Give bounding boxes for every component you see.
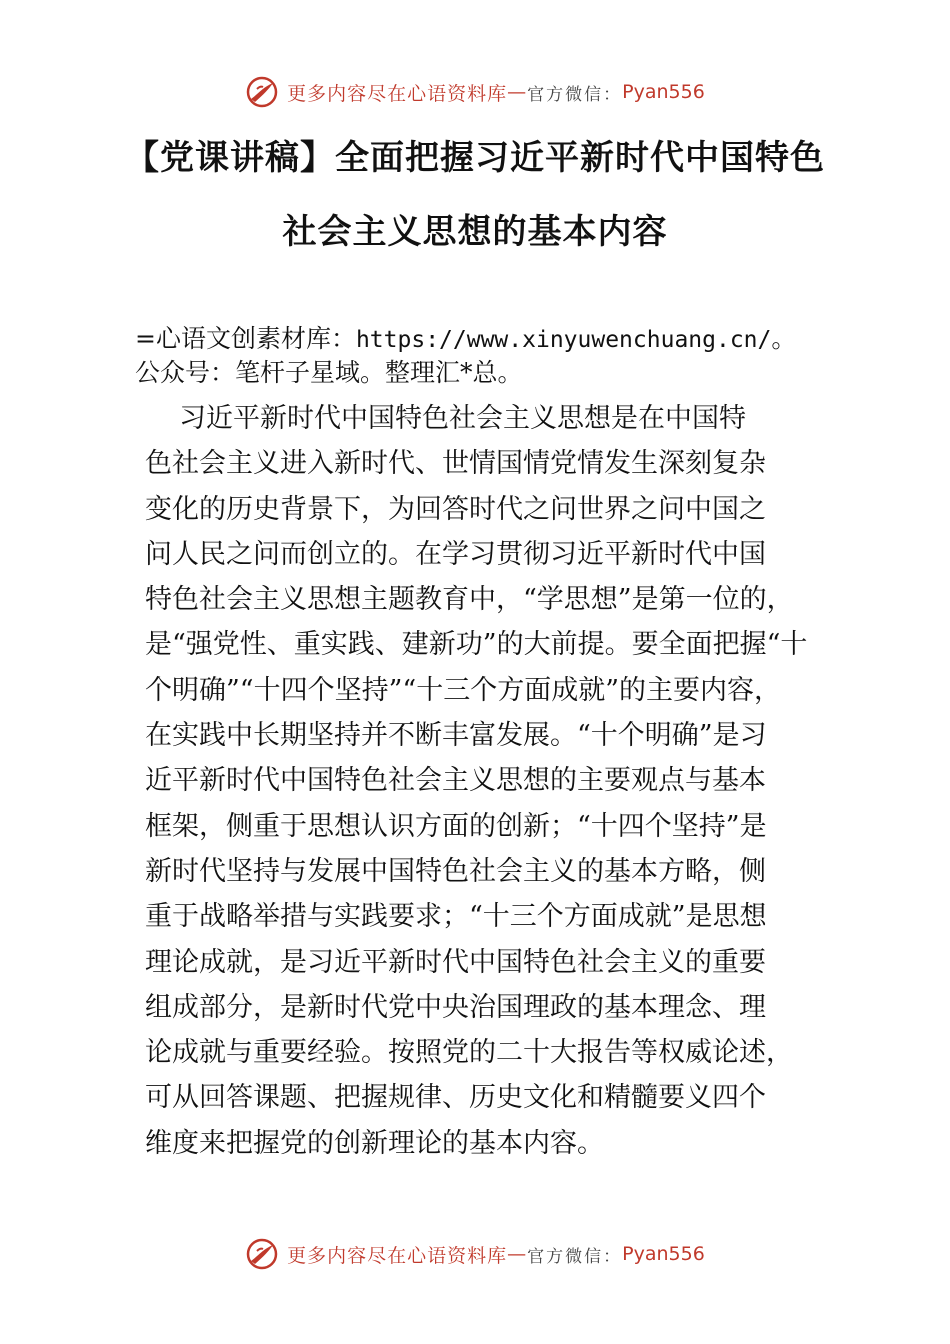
banner-wechat-id: Pyan556 xyxy=(622,81,705,103)
body-line: 习近平新时代中国特色社会主义思想是在中国特 xyxy=(179,403,746,434)
body-line: 框架，侧重于思想认识方面的创新；“十四个坚持”是 xyxy=(145,810,767,842)
page-title-line-2: 社会主义思想的基本内容 xyxy=(282,212,668,252)
body-line: 理论成就，是习近平新时代中国特色社会主义的重要 xyxy=(145,946,766,978)
brush-logo-icon xyxy=(245,1237,279,1271)
banner-main-text: 更多内容尽在心语资料库 xyxy=(287,1244,508,1267)
body-line: 组成部分，是新时代党中央治国理政的基本理念、理 xyxy=(145,991,766,1023)
body-line: 特色社会主义思想主题教育中，“学思想”是第一位的， xyxy=(145,584,794,616)
banner-sub-text: 官方微信： xyxy=(527,1246,623,1267)
banner-sub-text: 官方微信： xyxy=(527,84,623,105)
body-line: 维度来把握党的创新理论的基本内容。 xyxy=(145,1127,604,1159)
body-line: 在实践中长期坚持并不断丰富发展。“十个明确”是习 xyxy=(145,720,767,752)
source-url[interactable]: https://www.xinyuwenchuang.cn/ xyxy=(355,327,772,353)
banner-dash: — xyxy=(507,1243,528,1265)
account-line: 公众号：笔杆子星域。整理汇*总。 xyxy=(135,358,523,387)
body-line: 新时代坚持与发展中国特色社会主义的基本方略，侧 xyxy=(145,855,766,887)
body-line: 变化的历史背景下，为回答时代之问世界之问中国之 xyxy=(145,493,766,525)
page-title-line-1: 【党课讲稿】全面把握习近平新时代中国特色 xyxy=(125,138,825,178)
body-line: 论成就与重要经验。按照党的二十大报告等权威论述， xyxy=(145,1037,793,1069)
footer-banner xyxy=(0,1234,950,1274)
body-line: 近平新时代中国特色社会主义思想的主要观点与基本 xyxy=(145,765,766,797)
body-line: 个明确”“十四个坚持”“十三个方面成就”的主要内容， xyxy=(145,674,782,706)
header-banner xyxy=(0,72,950,112)
banner-main-text: 更多内容尽在心语资料库 xyxy=(287,82,508,105)
brush-logo-icon xyxy=(245,75,279,109)
body-line: 色社会主义进入新时代、世情国情党情发生深刻复杂 xyxy=(145,448,766,480)
source-suffix: 。 xyxy=(771,324,797,353)
body-line: 重于战略举措与实践要求；“十三个方面成就”是思想 xyxy=(145,901,767,933)
body-line: 可从回答课题、把握规律、历史文化和精髓要义四个 xyxy=(145,1082,766,1114)
source-line xyxy=(135,324,796,355)
banner-dash: — xyxy=(507,81,528,103)
source-prefix: =心语文创素材库： xyxy=(135,324,356,353)
body-line: 是“强党性、重实践、建新功”的大前提。要全面把握“十 xyxy=(145,629,808,661)
body-paragraph xyxy=(145,396,815,1166)
banner-wechat-id: Pyan556 xyxy=(622,1243,705,1265)
body-line: 问人民之问而创立的。在学习贯彻习近平新时代中国 xyxy=(145,538,766,570)
